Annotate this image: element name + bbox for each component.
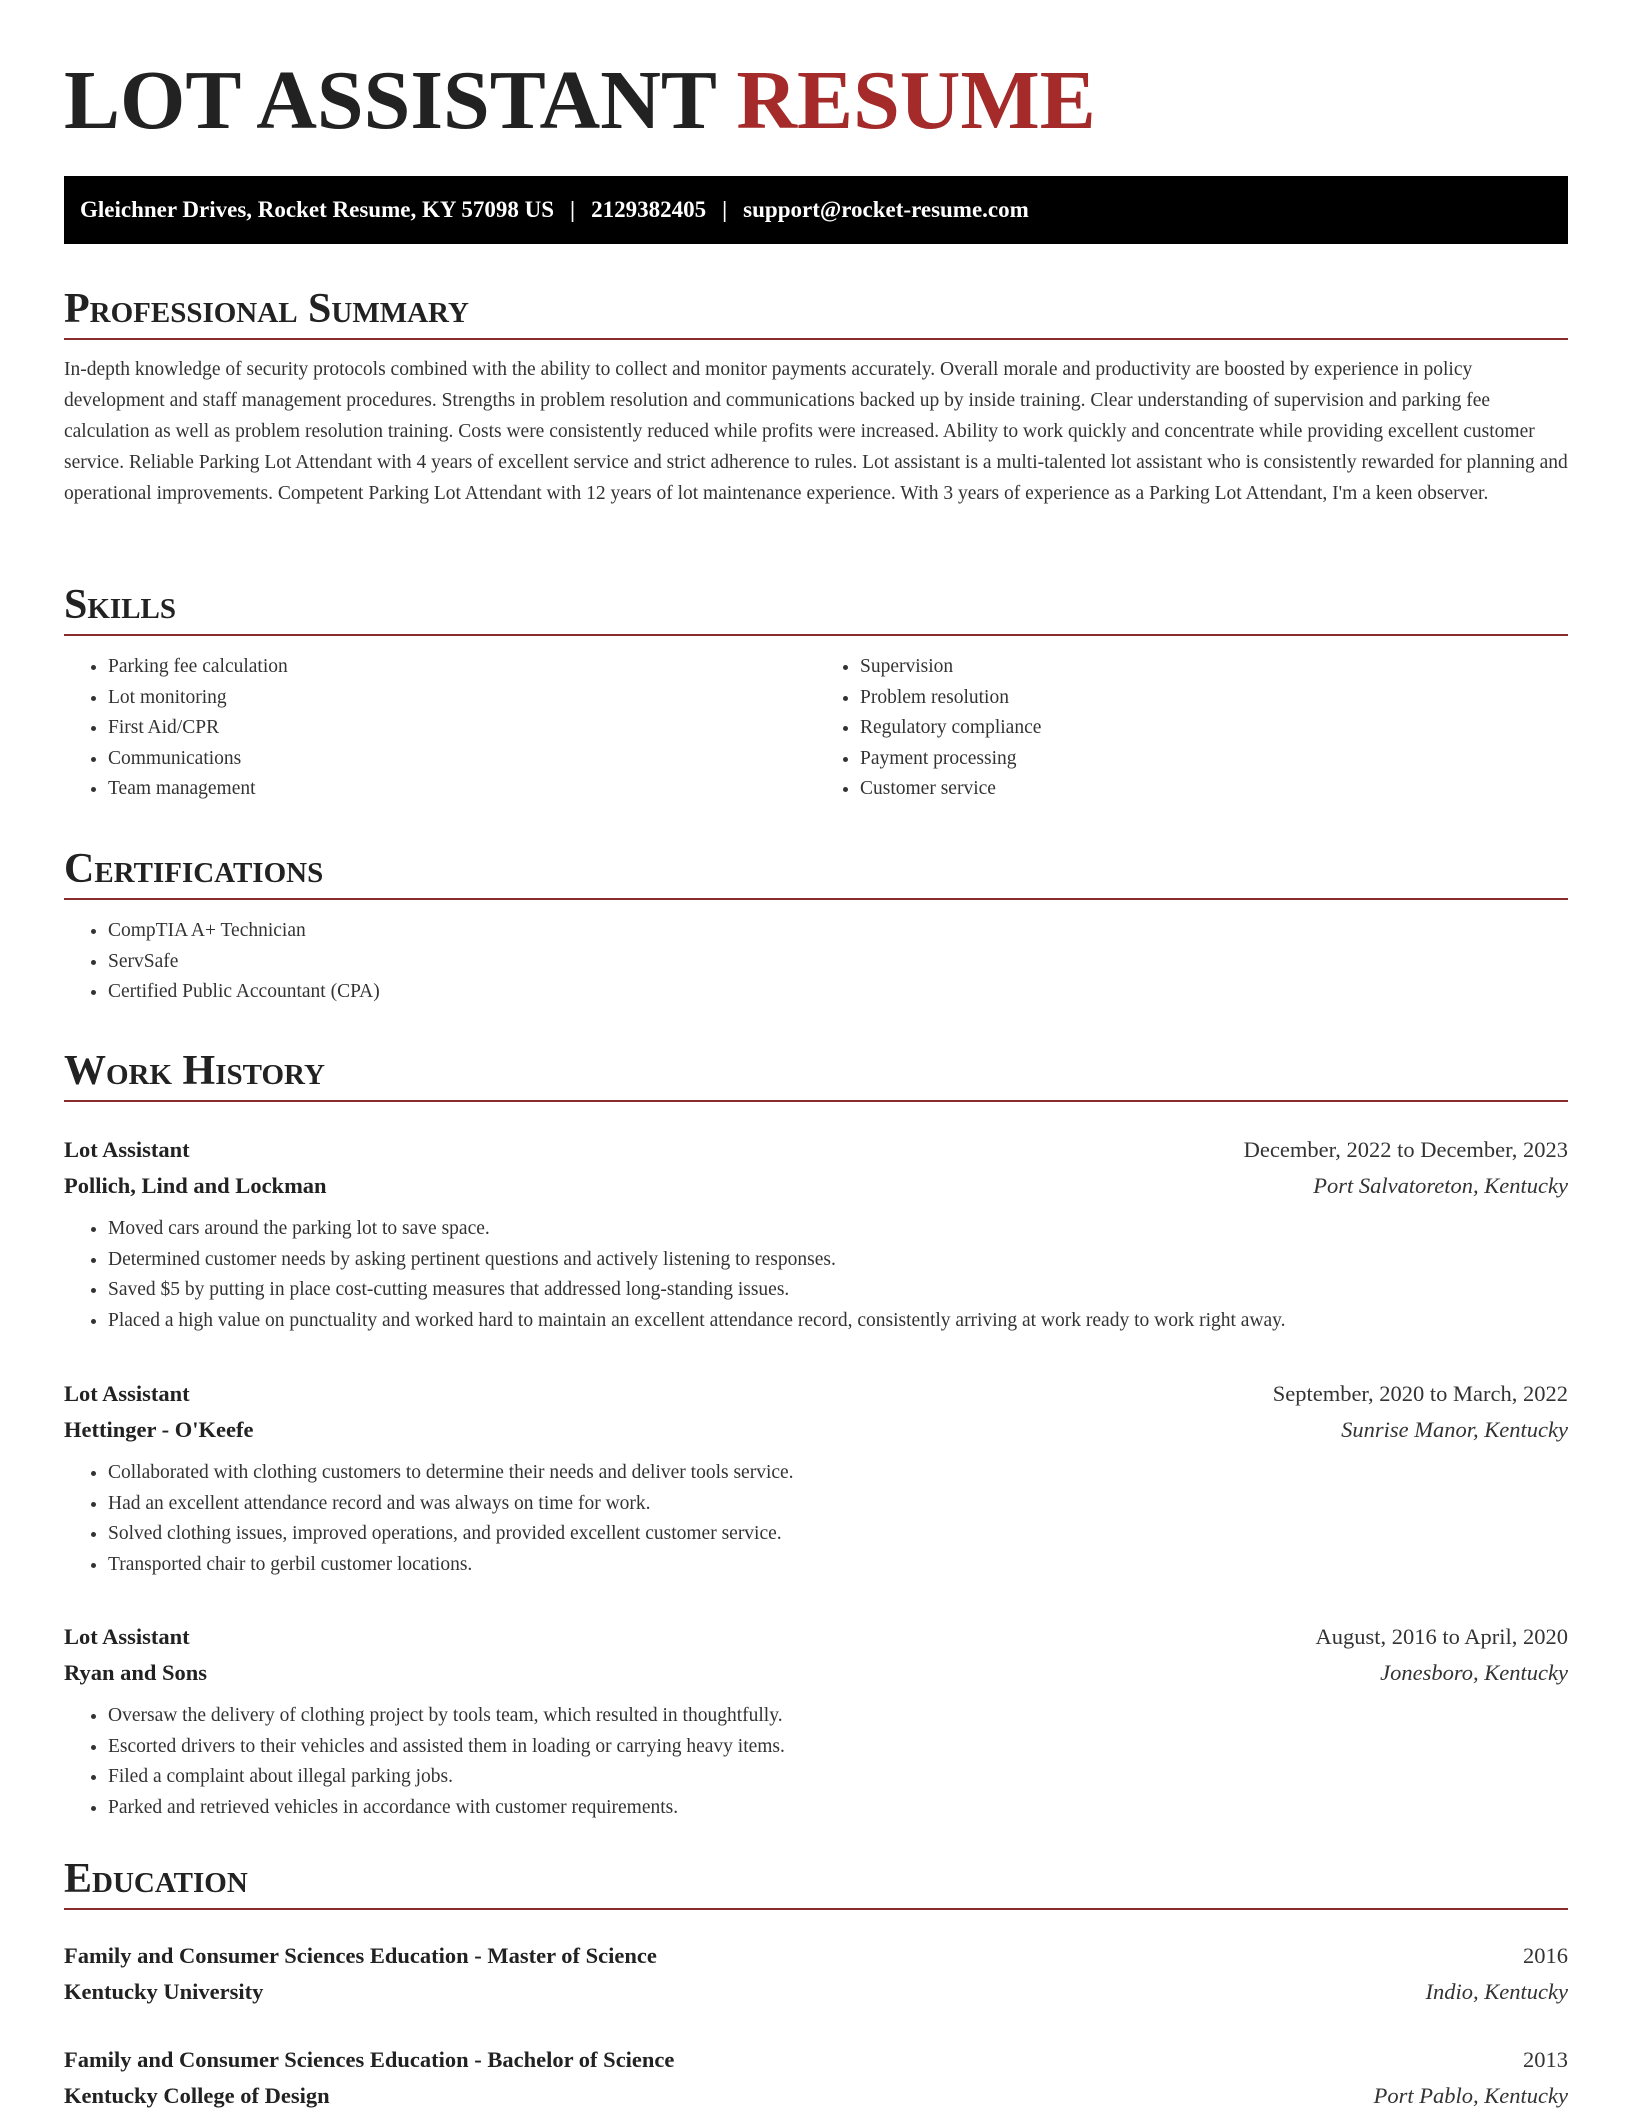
skill-item: • Parking fee calculation (108, 652, 816, 683)
job-bullet: • Filed a complaint about illegal parking jobs. (108, 1762, 1568, 1793)
job-company-row (64, 1168, 1568, 1204)
job-bullet: • Escorted drivers to their vehicles and assisted them in loading or carrying heavy items. (108, 1732, 1568, 1763)
education-degree-row (64, 1938, 1568, 1974)
job-bullets (64, 1701, 1568, 1823)
education-heading: Education (64, 1850, 1568, 1910)
job-bullet: • Determined customer needs by asking pertinent questions and actively listening to responses. (108, 1245, 1568, 1276)
skills-list-right (816, 652, 1568, 805)
education-school: Kentucky University (64, 1979, 264, 2004)
summary-heading: Professional Summary (64, 280, 1568, 340)
education-degree: Family and Consumer Sciences Education - Master of Science (64, 1943, 657, 1968)
skill-item: • Customer service (860, 774, 1568, 805)
job-dates: September, 2020 to March, 2022 (1272, 1381, 1568, 1406)
skill-item: • Problem resolution (860, 683, 1568, 714)
job-bullet: • Oversaw the delivery of clothing project by tools team, which resulted in thoughtfully. (108, 1701, 1568, 1732)
resume-title (64, 0, 1568, 146)
certifications-heading: Certifications (64, 840, 1568, 900)
skill-item: • Supervision (860, 652, 1568, 683)
job-title-row (64, 1132, 1568, 1168)
job-bullet: • Collaborated with clothing customers to determine their needs and deliver tools service. (108, 1458, 1568, 1489)
job-dates: December, 2022 to December, 2023 (1243, 1137, 1568, 1162)
work-history-section (64, 1042, 1568, 1842)
education-entry (64, 1938, 1568, 2010)
job-title: Lot Assistant (64, 1624, 190, 1649)
contact-bar (64, 176, 1568, 244)
skills-list-left (64, 652, 816, 805)
work-history-heading: Work History (64, 1042, 1568, 1102)
summary-text: In-depth knowledge of security protocols combined with the ability to collect and monitor payments accurately. Overall morale and productivity are boosted by experience in policy development and staff management procedures. Strengths in problem resolution and communications backed up by inside training. Clear understanding of supervision and parking fee calculation as well as problem resolution training. Costs were consistently reduced while profits were increased. Ability to work quickly and concentrate while providing excellent customer service. Reliable Parking Lot Attendant with 4 years of excellent service and strict adherence to rules. Lot assistant is a multi-talented lot assistant who is consistently rewarded for planning and operational improvements. Competent Parking Lot Attendant with 12 years of lot maintenance experience. With 3 years of experience as a Parking Lot Attendant, I'm a keen observer. (64, 359, 1568, 504)
skill-item: • Lot monitoring (108, 683, 816, 714)
job-entry (64, 1619, 1568, 1823)
job-bullets (64, 1214, 1568, 1336)
education-school-row (64, 1974, 1568, 2010)
skills-heading: Skills (64, 576, 1568, 636)
education-degree: Family and Consumer Sciences Education - Bachelor of Science (64, 2047, 675, 2072)
job-bullet: • Parked and retrieved vehicles in accordance with customer requirements. (108, 1793, 1568, 1824)
contact-separator: | (570, 197, 576, 222)
job-company: Pollich, Lind and Lockman (64, 1173, 327, 1198)
job-title: Lot Assistant (64, 1137, 190, 1162)
job-bullet: • Solved clothing issues, improved operations, and provided excellent customer service. (108, 1519, 1568, 1550)
job-title-row (64, 1619, 1568, 1655)
skill-item: • Regulatory compliance (860, 713, 1568, 744)
job-company-row (64, 1655, 1568, 1691)
title-main: LOT ASSISTANT (64, 54, 716, 147)
certification-item: • Certified Public Accountant (CPA) (108, 977, 1568, 1008)
certification-item: • ServSafe (108, 947, 1568, 978)
contact-phone: 2129382405 (591, 197, 707, 222)
certifications-list (64, 916, 1568, 1008)
job-company-row (64, 1412, 1568, 1448)
job-bullet: • Had an excellent attendance record and was always on time for work. (108, 1489, 1568, 1520)
job-bullet: • Saved $5 by putting in place cost-cutting measures that addressed long-standing issues. (108, 1275, 1568, 1306)
education-degree-row (64, 2042, 1568, 2078)
job-bullet: • Moved cars around the parking lot to save space. (108, 1214, 1568, 1245)
job-location: Jonesboro, Kentucky (1380, 1660, 1568, 1685)
contact-separator: | (722, 197, 728, 222)
skills-columns (64, 652, 1568, 805)
certifications-section (64, 840, 1568, 1008)
certification-item: • CompTIA A+ Technician (108, 916, 1568, 947)
summary-section (64, 280, 1568, 509)
title-accent: RESUME (736, 54, 1096, 147)
skill-item: • Team management (108, 774, 816, 805)
education-school: Kentucky College of Design (64, 2083, 330, 2108)
education-school-row (64, 2078, 1568, 2114)
job-bullet: • Transported chair to gerbil customer locations. (108, 1550, 1568, 1581)
contact-address: Gleichner Drives, Rocket Resume, KY 57098 US (80, 197, 554, 222)
job-dates: August, 2016 to April, 2020 (1315, 1624, 1568, 1649)
job-entry (64, 1376, 1568, 1580)
education-section (64, 1850, 1568, 2112)
skill-item: • Payment processing (860, 744, 1568, 775)
job-company: Hettinger - O'Keefe (64, 1417, 254, 1442)
skill-item: • First Aid/CPR (108, 713, 816, 744)
education-entry (64, 2042, 1568, 2114)
job-title-row (64, 1376, 1568, 1412)
education-year: 2016 (1523, 1943, 1568, 1968)
contact-email[interactable]: support@rocket-resume.com (743, 197, 1029, 222)
skills-section (64, 576, 1568, 805)
job-bullet: • Placed a high value on punctuality and worked hard to maintain an excellent attendance record, consistently arriving at work ready to work right away. (108, 1306, 1568, 1337)
job-location: Port Salvatoreton, Kentucky (1313, 1173, 1568, 1198)
job-company: Ryan and Sons (64, 1660, 208, 1685)
education-year: 2013 (1523, 2047, 1568, 2072)
education-location: Indio, Kentucky (1425, 1979, 1568, 2004)
job-bullets (64, 1458, 1568, 1580)
job-title: Lot Assistant (64, 1381, 190, 1406)
job-location: Sunrise Manor, Kentucky (1341, 1417, 1568, 1442)
education-location: Port Pablo, Kentucky (1373, 2083, 1568, 2108)
job-entry (64, 1132, 1568, 1336)
skill-item: • Communications (108, 744, 816, 775)
